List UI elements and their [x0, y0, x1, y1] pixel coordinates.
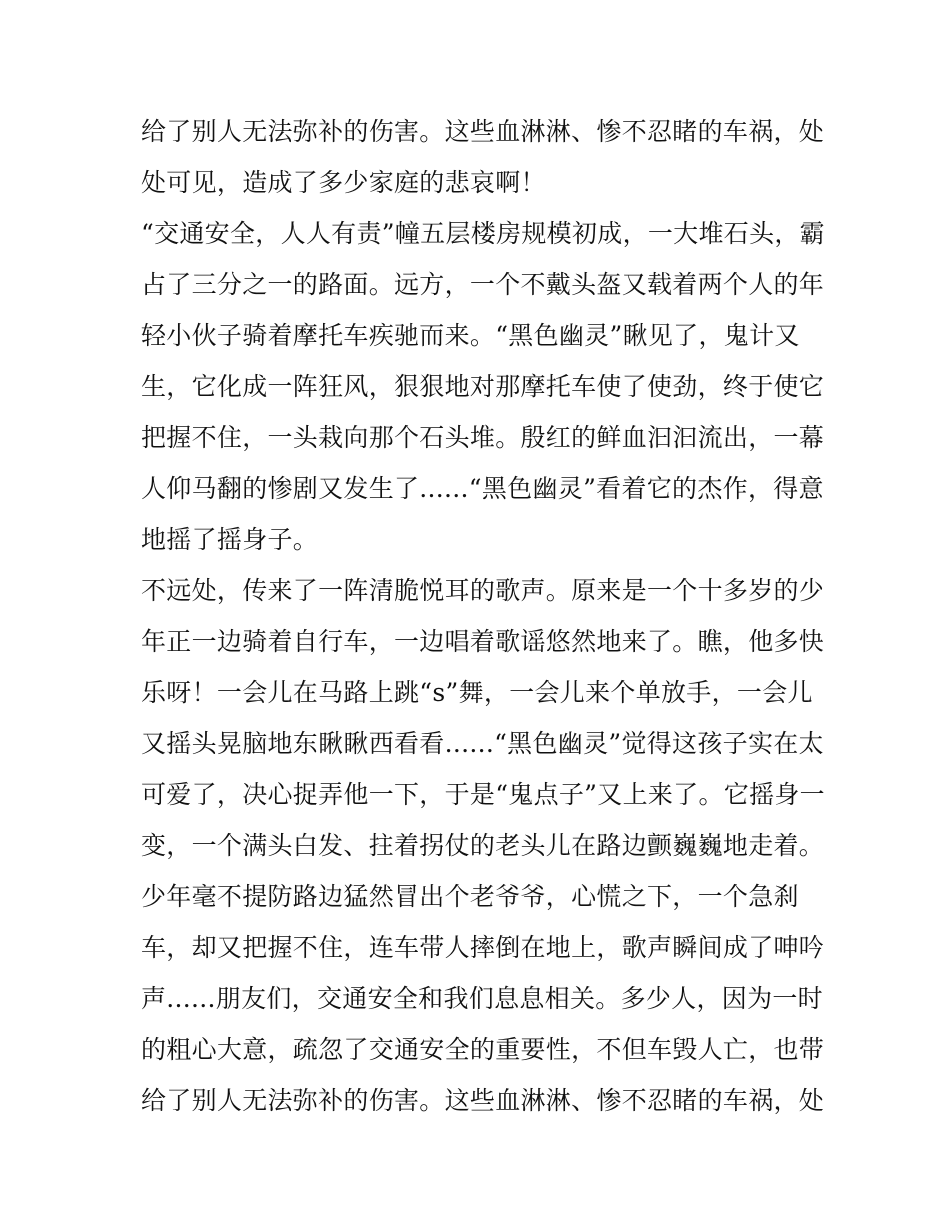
text-line: 的粗心大意，疏忽了交通安全的重要性，不但车毁人亡，也带 — [141, 1035, 825, 1064]
text-line: 又摇头晃脑地东瞅瞅西看看......“黑色幽灵”觉得这孩子实在太 — [141, 729, 824, 758]
text-line: 车，却又把握不住，连车带人摔倒在地上，歌声瞬间成了呻吟 — [141, 933, 825, 962]
text-line: 声......朋友们，交通安全和我们息息相关。多少人，因为一时 — [141, 984, 823, 1013]
text-line: 处可见，造成了多少家庭的悲哀啊！ — [141, 168, 546, 197]
text-line: 占了三分之一的路面。远方，一个不戴头盔又载着两个人的年 — [141, 270, 825, 299]
text-line: 把握不住，一头栽向那个石头堆。殷红的鲜血汩汩流出，一幕 — [141, 423, 825, 452]
text-line: 乐呀！一会儿在马路上跳“s”舞，一会儿来个单放手，一会儿 — [141, 678, 813, 707]
text-line: 少年毫不提防路边猛然冒出个老爷爷，心慌之下，一个急刹 — [141, 882, 799, 911]
text-line: 给了别人无法弥补的伤害。这些血淋淋、惨不忍睹的车祸，处 — [141, 1086, 825, 1115]
text-line: 人仰马翻的惨剧又发生了......“黑色幽灵”看着它的杰作，得意 — [141, 474, 824, 503]
text-line: 变，一个满头白发、拄着拐仗的老头儿在路边颤巍巍地走着。 — [141, 831, 825, 860]
text-line: 地摇了摇身子。 — [141, 525, 319, 554]
text-line: 可爱了，决心捉弄他一下，于是“鬼点子”又上来了。它摇身一 — [141, 780, 825, 809]
text-body — [141, 106, 825, 1126]
text-line: 年正一边骑着自行车，一边唱着歌谣悠然地来了。瞧，他多快 — [141, 627, 825, 656]
text-line: “交通安全，人人有责”幢五层楼房规模初成，一大堆石头，霸 — [141, 219, 825, 248]
text-line: 不远处，传来了一阵清脆悦耳的歌声。原来是一个十多岁的少 — [141, 576, 825, 605]
text-line: 生，它化成一阵狂风，狠狠地对那摩托车使了使劲，终于使它 — [141, 372, 825, 401]
text-line: 轻小伙子骑着摩托车疾驰而来。“黑色幽灵”瞅见了，鬼计又 — [141, 321, 800, 350]
text-line: 给了别人无法弥补的伤害。这些血淋淋、惨不忍睹的车祸，处 — [141, 117, 825, 146]
